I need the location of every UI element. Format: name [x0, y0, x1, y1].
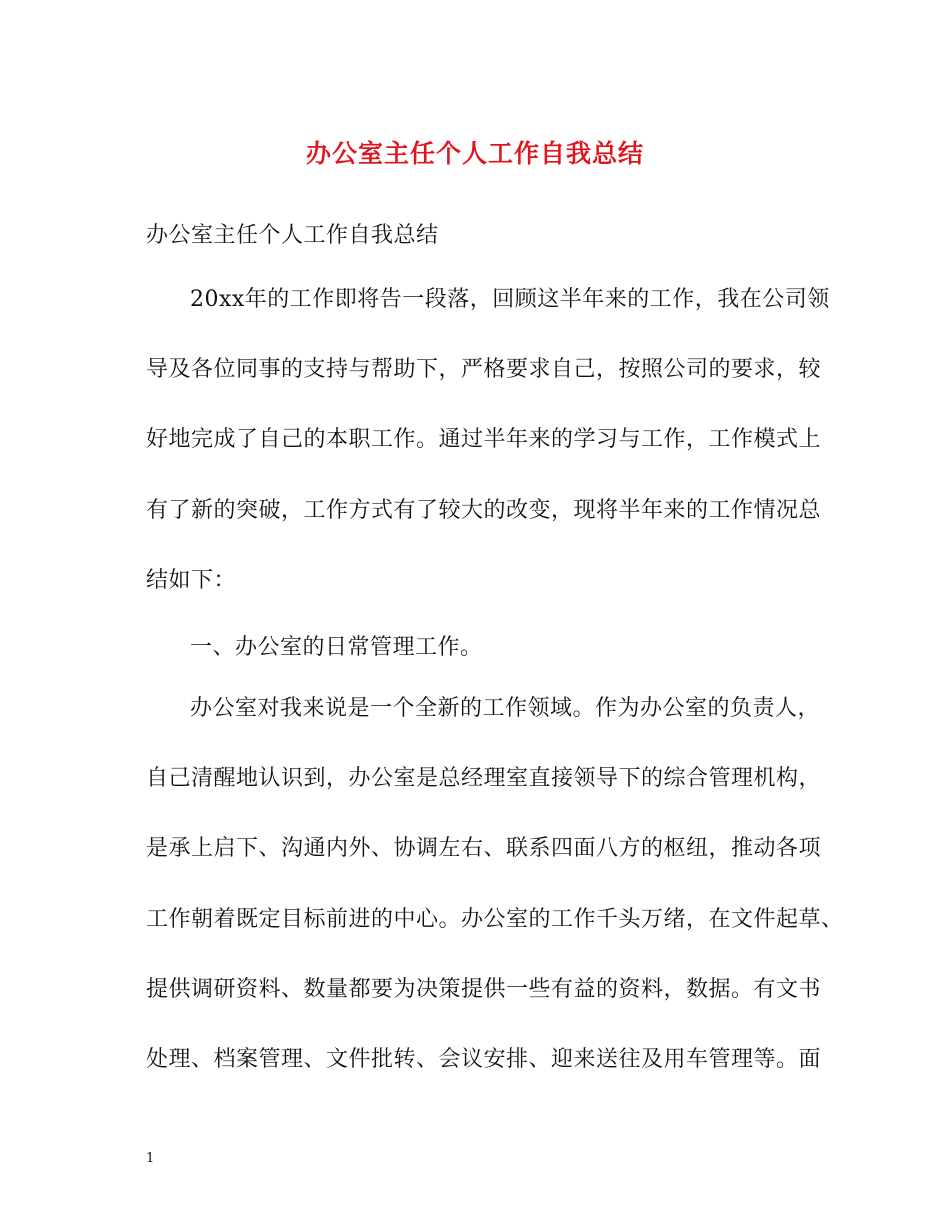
paragraph-line: 导及各位同事的支持与帮助下，严格要求自己，按照公司的要求，较: [146, 357, 822, 382]
paragraph-line: 自己清醒地认识到，办公室是总经理室直接领导下的综合管理机构，: [146, 766, 822, 791]
paragraph-line: 工作朝着既定目标前进的中心。办公室的工作千头万绪，在文件起草、: [146, 907, 844, 932]
paragraph-line: 处理、档案管理、文件批转、会议安排、迎来送往及用车管理等。面: [146, 1047, 822, 1072]
paragraph-line: 20xx年的工作即将告一段落，回顾这半年来的工作，我在公司领: [190, 287, 830, 312]
section-heading: 一、办公室的日常管理工作。: [190, 635, 483, 660]
paragraph-line: 是承上启下、沟通内外、协调左右、联系四面八方的枢纽，推动各项: [146, 836, 822, 861]
paragraph-line: 好地完成了自己的本职工作。通过半年来的学习与工作，工作模式上: [146, 427, 822, 452]
page-number: 1: [146, 1151, 155, 1166]
paragraph-line: 提供调研资料、数量都要为决策提供一些有益的资料，数据。有文书: [146, 977, 822, 1002]
subtitle-line: 办公室主任个人工作自我总结: [146, 223, 439, 248]
paragraph-line: 有了新的突破，工作方式有了较大的改变，现将半年来的工作情况总: [146, 498, 822, 523]
document-title: 办公室主任个人工作自我总结: [305, 139, 644, 168]
paragraph-line: 结如下：: [146, 568, 237, 593]
paragraph-line: 办公室对我来说是一个全新的工作领域。作为办公室的负责人，: [190, 696, 821, 721]
